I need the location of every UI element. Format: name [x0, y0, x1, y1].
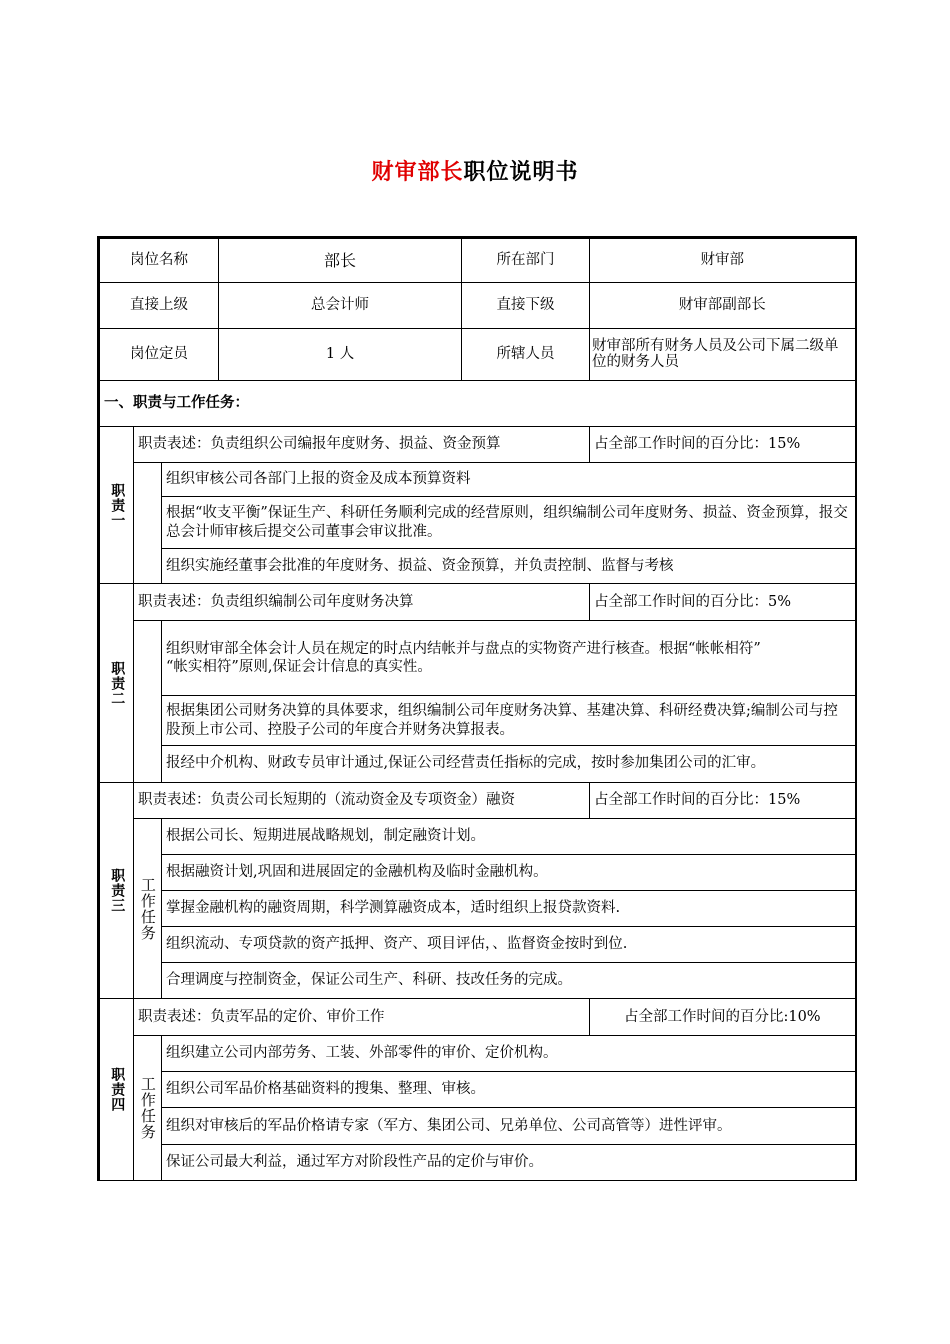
duty-3-label-cell	[99, 783, 134, 999]
duty-3-label: 职责三	[109, 868, 126, 913]
value-dept: 财审部	[590, 238, 856, 283]
duty-1-task-3: 组织实施经董事会批准的年度财务、损益、资金预算，并负责控制、监督与考核	[162, 549, 856, 584]
duty-4-sublabel: 工作任务	[138, 1076, 157, 1140]
duty-4-statement-row	[99, 999, 856, 1036]
label-subordinate: 直接下级	[462, 283, 590, 329]
duty-1-statement: 职责表述：负责组织公司编报年度财务、损益、资金预算	[134, 427, 590, 463]
label-scope: 所辖人员	[462, 329, 590, 381]
duty-4-task-row	[99, 1072, 856, 1108]
value-subordinate: 财审部副部长	[590, 283, 856, 329]
duty-3-statement-row	[99, 783, 856, 819]
duty-1-task-row	[99, 497, 856, 549]
duty-2-statement-row	[99, 584, 856, 621]
header-row-2	[99, 283, 856, 329]
title-red-part: 财审部长	[371, 160, 464, 185]
duty-3-task-row	[99, 855, 856, 891]
duty-3-task-4: 组织流动、专项贷款的资产抵押、资产、项目评估，、监督资金按时到位.	[162, 927, 856, 963]
value-scope: 财审部所有财务人员及公司下属二级单位的财务人员	[590, 329, 856, 381]
duty-2-label: 职责二	[109, 660, 126, 706]
duty-3-task-row	[99, 891, 856, 927]
duty-3-percent: 占全部工作时间的百分比：15%	[590, 783, 856, 819]
duty-3-task-row	[99, 927, 856, 963]
section-row	[99, 381, 856, 427]
title-black-part: 职位说明书	[463, 160, 579, 185]
duty-1-task-2: 根据“收支平衡”保证生产、科研任务顺利完成的经营原则，组织编制公司年度财务、损益、资金预算，报交总会计师审核后提交公司董事会审议批准。	[162, 497, 856, 549]
page-title	[0, 155, 950, 186]
duty-4-task-row	[99, 1036, 856, 1072]
duty-1-blank-cell	[134, 463, 162, 584]
duty-1-statement-row	[99, 427, 856, 463]
duty-4-label-cell	[99, 999, 134, 1181]
duty-3-task-5: 合理调度与控制资金，保证公司生产、科研、技改任务的完成。	[162, 963, 856, 999]
label-dept: 所在部门	[462, 238, 590, 283]
duty-4-percent: 占全部工作时间的百分比:10%	[590, 999, 856, 1036]
duty-2-task-row	[99, 696, 856, 746]
duty-1-task-1: 组织审核公司各部门上报的资金及成本预算资料	[162, 463, 856, 497]
value-quota: 1 人	[219, 329, 462, 381]
label-quota: 岗位定员	[99, 329, 219, 381]
duty-4-task-3: 组织对审核后的军品价格请专家（军方、集团公司、兄弟单位、公司高管等）进性评审。	[162, 1108, 856, 1145]
duty-3-task-row	[99, 819, 856, 855]
duty-3-sublabel-cell	[134, 819, 162, 999]
duty-2-task-row	[99, 621, 856, 696]
duty-4-task-1: 组织建立公司内部劳务、工装、外部零件的审价、定价机构。	[162, 1036, 856, 1072]
duty-4-task-row	[99, 1145, 856, 1181]
value-position: 部长	[219, 238, 462, 283]
duty-4-task-4: 保证公司最大利益，通过军方对阶段性产品的定价与审价。	[162, 1145, 856, 1181]
value-superior: 总会计师	[219, 283, 462, 329]
header-row-3	[99, 329, 856, 381]
duty-1-label-cell	[99, 427, 134, 584]
duty-2-blank-cell	[134, 621, 162, 783]
job-description-table	[97, 236, 857, 1181]
duty-4-sublabel-cell	[134, 1036, 162, 1181]
duty-4-task-2: 组织公司军品价格基础资料的搜集、整理、审核。	[162, 1072, 856, 1108]
duty-2-task-row	[99, 746, 856, 783]
duty-1-percent: 占全部工作时间的百分比：15%	[590, 427, 856, 463]
section-title: 一、职责与工作任务：	[99, 381, 856, 427]
duty-3-task-row	[99, 963, 856, 999]
duty-3-sublabel: 工作任务	[138, 876, 157, 941]
duty-1-task-row	[99, 549, 856, 584]
label-superior: 直接上级	[99, 283, 219, 329]
duty-4-statement: 职责表述：负责军品的定价、审价工作	[134, 999, 590, 1036]
duty-2-label-cell	[99, 584, 134, 783]
duty-2-task-2: 根据集团公司财务决算的具体要求，组织编制公司年度财务决算、基建决算、科研经费决算;编制公司与控股预上市公司、控股子公司的年度合并财务决算报表。	[162, 696, 856, 746]
duty-2-task-3: 报经中介机构、财政专员审计通过,保证公司经营责任指标的完成，按时参加集团公司的汇审。	[162, 746, 856, 783]
duty-2-percent: 占全部工作时间的百分比：5%	[590, 584, 856, 621]
label-position: 岗位名称	[99, 238, 219, 283]
duty-3-statement: 职责表述：负责公司长短期的（流动资金及专项资金）融资	[134, 783, 590, 819]
duty-3-task-3: 掌握金融机构的融资周期，科学测算融资成本，适时组织上报贷款资料.	[162, 891, 856, 927]
duty-4-label: 职责四	[109, 1067, 126, 1112]
duty-2-statement: 职责表述：负责组织编制公司年度财务决算	[134, 584, 590, 621]
duty-2-task-1: 组织财审部全体会计人员在规定的时点内结帐并与盘点的实物资产进行核查。根据“帐帐相符” “帐实相符”原则,保证会计信息的真实性。	[162, 621, 856, 696]
header-row-1	[99, 238, 856, 283]
duty-1-label: 职责一	[109, 482, 126, 528]
duty-3-task-2: 根据融资计划,巩固和进展固定的金融机构及临时金融机构。	[162, 855, 856, 891]
duty-4-task-row	[99, 1108, 856, 1145]
duty-1-task-row	[99, 463, 856, 497]
duty-3-task-1: 根据公司长、短期进展战略规划，制定融资计划。	[162, 819, 856, 855]
